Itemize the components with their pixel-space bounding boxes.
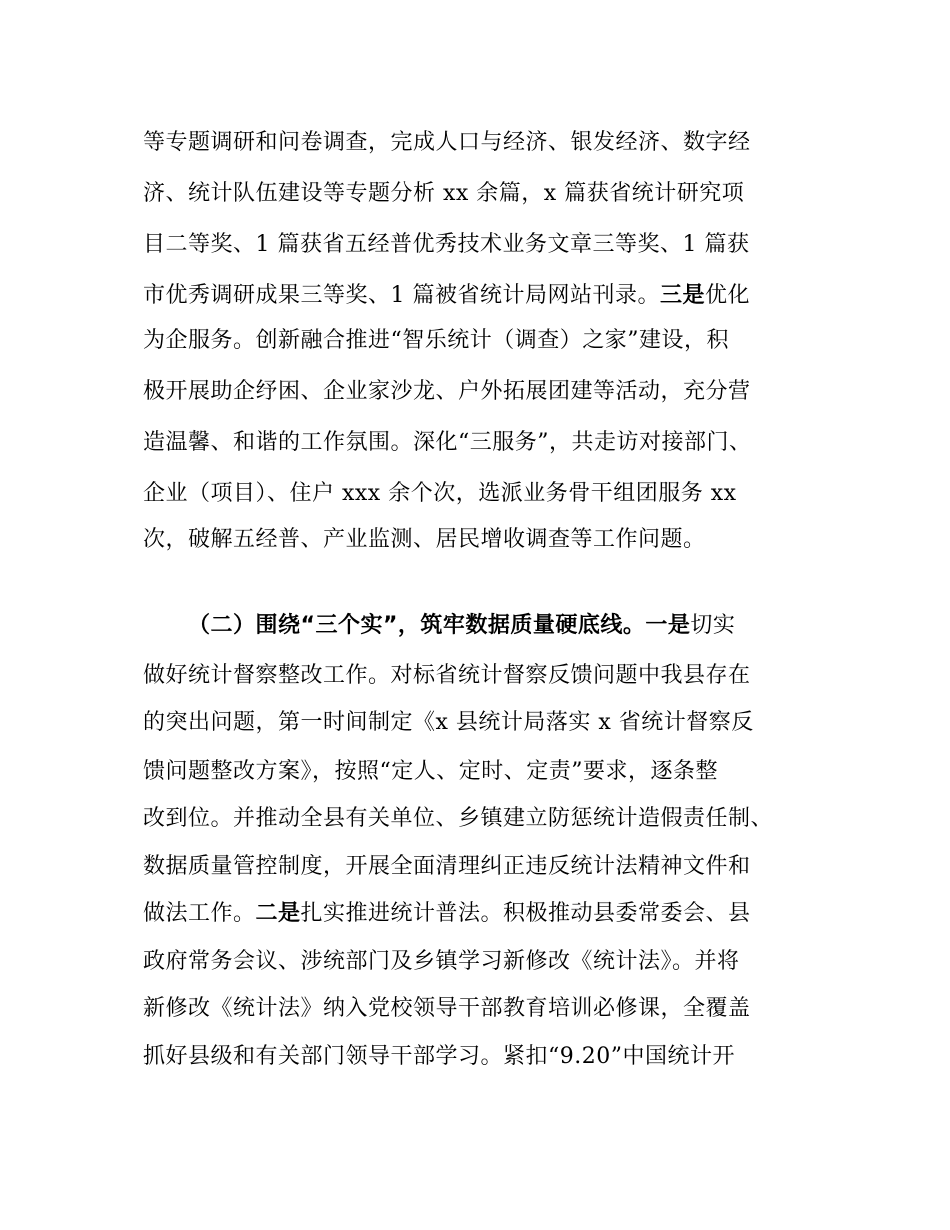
p1-line-9: 次，破解五经普、产业监测、居民增收调查等工作问题。 xyxy=(143,527,706,552)
text-run: 市优秀调研成果三等奖、1 篇被省统计局网站刊录。 xyxy=(143,283,660,308)
emphasis-marker: 三是 xyxy=(660,283,706,308)
p2-line-4: 馈问题整改方案》，按照“定人、定时、定责”要求，逐条整 xyxy=(143,759,718,784)
p1-line-1: 等专题调研和问卷调查，完成人口与经济、银发经济、数字经 xyxy=(143,130,751,155)
text-run: 切实 xyxy=(690,613,736,638)
p2-line-8: 政府常务会议、涉统部门及乡镇学习新修改《统计法》。并将 xyxy=(143,949,740,974)
p1-line-6: 极开展助企纾困、企业家沙龙、户外拓展团建等活动，充分营 xyxy=(143,379,751,404)
p2-line-6: 数据质量管控制度，开展全面清理纠正违反统计法精神文件和 xyxy=(143,854,751,879)
p1-line-8: 企业（项目）、住户 xxx 余个次，选派业务骨干组团服务 xx xyxy=(143,481,737,506)
text-run: 优化 xyxy=(705,283,751,308)
p2-line-5: 改到位。并推动全县有关单位、乡镇建立防惩统计造假责任制、 xyxy=(143,806,774,831)
p1-line-3: 目二等奖、1 篇获省五经普优秀技术业务文章三等奖、1 篇获 xyxy=(143,232,750,257)
emphasis-marker: 二是 xyxy=(255,901,301,926)
p2-line-1 xyxy=(188,612,735,640)
p2-line-2: 做好统计督察整改工作。对标省统计督察反馈问题中我县存在 xyxy=(143,663,751,688)
p1-line-2: 济、统计队伍建设等专题分析 xx 余篇，x 篇获省统计研究项 xyxy=(143,181,745,206)
p2-line-7 xyxy=(143,900,751,928)
text-run: 做法工作。 xyxy=(143,901,256,926)
p1-line-4 xyxy=(143,282,750,310)
text-run: 扎实推进统计普法。积极推动县委常委会、县 xyxy=(300,901,751,926)
p2-line-10: 抓好县级和有关部门领导干部学习。紧扣“9.20”中国统计开 xyxy=(143,1044,735,1069)
p2-line-9: 新修改《统计法》纳入党校领导干部教育培训必修课，全覆盖 xyxy=(143,996,751,1021)
section-heading: （二）围绕“三个实”，筑牢数据质量硬底线。一是 xyxy=(188,613,691,638)
p1-line-5: 为企服务。创新融合推进“智乐统计（调查）之家”建设，积 xyxy=(143,328,729,353)
p2-line-3: 的突出问题，第一时间制定《x 县统计局落实 x 省统计督察反 xyxy=(143,710,754,735)
p1-line-7: 造温馨、和谐的工作氛围。深化“三服务”，共走访对接部门、 xyxy=(143,430,752,455)
